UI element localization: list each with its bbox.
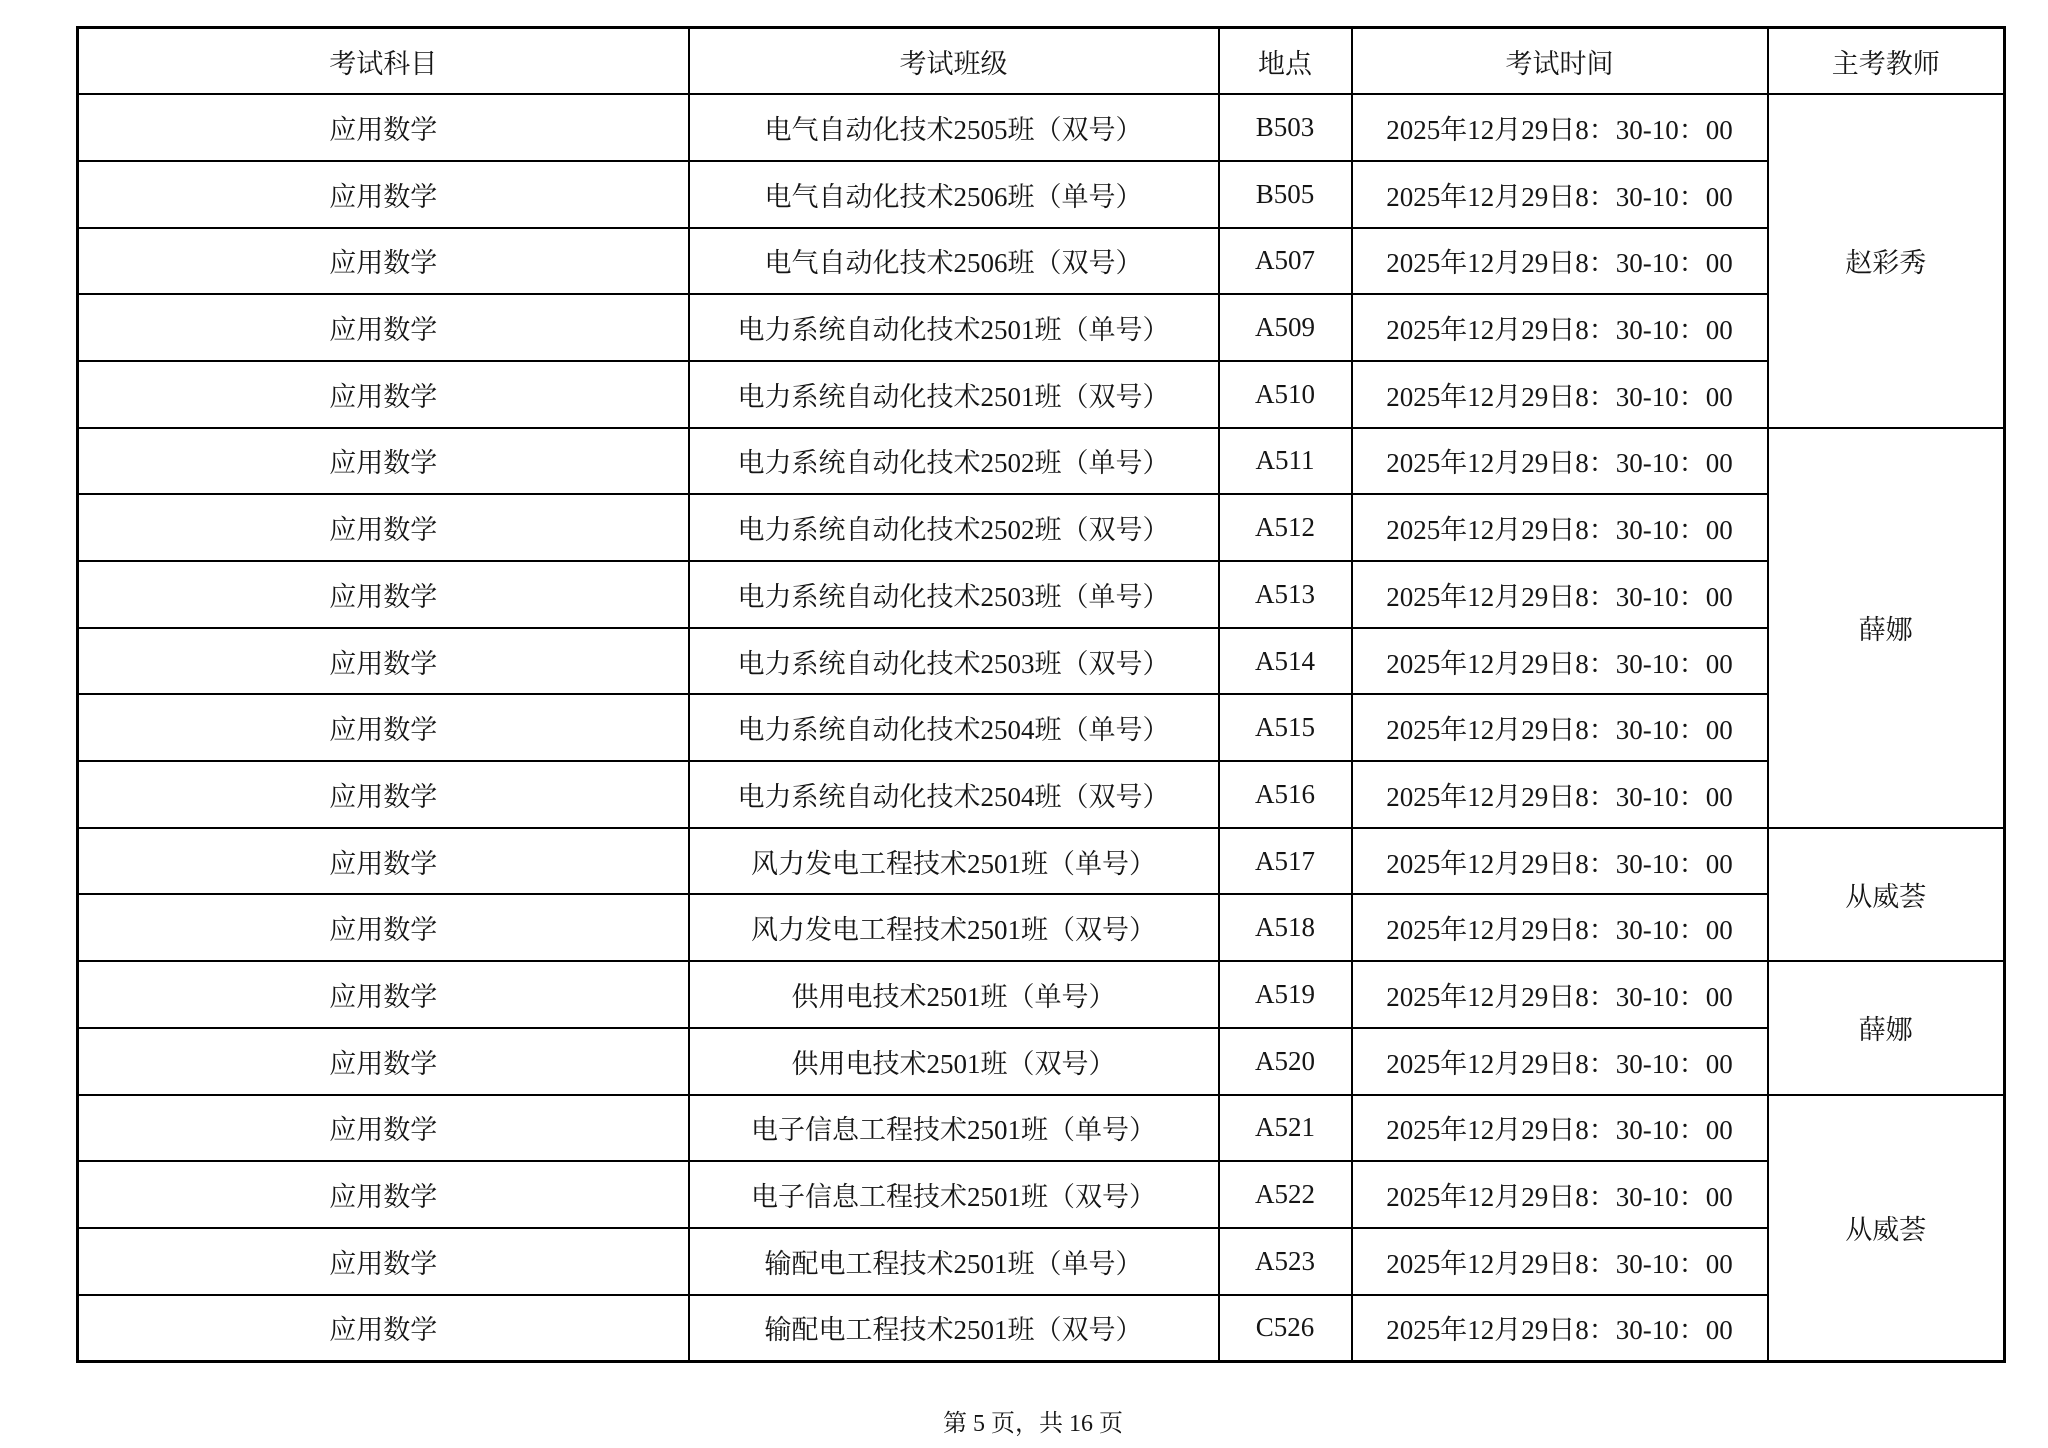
class-cell: 电气自动化技术2506班（双号） — [689, 228, 1219, 295]
subject-cell: 应用数学 — [78, 828, 689, 895]
subject-cell: 应用数学 — [78, 628, 689, 695]
time-cell: 2025年12月29日8：30-10：00 — [1352, 294, 1768, 361]
class-cell: 电力系统自动化技术2501班（单号） — [689, 294, 1219, 361]
subject-cell: 应用数学 — [78, 1161, 689, 1228]
subject-cell: 应用数学 — [78, 561, 689, 628]
time-cell: 2025年12月29日8：30-10：00 — [1352, 1295, 1768, 1362]
location-cell: A510 — [1219, 361, 1352, 428]
time-cell: 2025年12月29日8：30-10：00 — [1352, 361, 1768, 428]
location-cell: A512 — [1219, 494, 1352, 561]
subject-cell: 应用数学 — [78, 94, 689, 161]
class-cell: 输配电工程技术2501班（单号） — [689, 1228, 1219, 1295]
location-cell: A515 — [1219, 694, 1352, 761]
time-cell: 2025年12月29日8：30-10：00 — [1352, 1228, 1768, 1295]
location-cell: A519 — [1219, 961, 1352, 1028]
table-row — [78, 161, 2005, 228]
class-cell: 电力系统自动化技术2502班（双号） — [689, 494, 1219, 561]
subject-cell: 应用数学 — [78, 428, 689, 495]
table-row — [78, 894, 2005, 961]
location-cell: A523 — [1219, 1228, 1352, 1295]
exam-schedule-table — [76, 26, 2006, 1363]
header-class: 考试班级 — [689, 28, 1219, 95]
table-row — [78, 828, 2005, 895]
time-cell: 2025年12月29日8：30-10：00 — [1352, 1095, 1768, 1162]
location-cell: A514 — [1219, 628, 1352, 695]
header-location: 地点 — [1219, 28, 1352, 95]
class-cell: 电力系统自动化技术2501班（双号） — [689, 361, 1219, 428]
time-cell: 2025年12月29日8：30-10：00 — [1352, 94, 1768, 161]
header-time: 考试时间 — [1352, 28, 1768, 95]
subject-cell: 应用数学 — [78, 1095, 689, 1162]
table-row — [78, 694, 2005, 761]
table-row — [78, 428, 2005, 495]
subject-cell: 应用数学 — [78, 161, 689, 228]
class-cell: 输配电工程技术2501班（双号） — [689, 1295, 1219, 1362]
table-row — [78, 1161, 2005, 1228]
location-cell: A518 — [1219, 894, 1352, 961]
table-row — [78, 1095, 2005, 1162]
time-cell: 2025年12月29日8：30-10：00 — [1352, 828, 1768, 895]
time-cell: 2025年12月29日8：30-10：00 — [1352, 761, 1768, 828]
class-cell: 电力系统自动化技术2504班（双号） — [689, 761, 1219, 828]
class-cell: 电气自动化技术2505班（双号） — [689, 94, 1219, 161]
table-row — [78, 761, 2005, 828]
location-cell: B505 — [1219, 161, 1352, 228]
time-cell: 2025年12月29日8：30-10：00 — [1352, 1161, 1768, 1228]
location-cell: A509 — [1219, 294, 1352, 361]
table-row — [78, 1028, 2005, 1095]
class-cell: 供用电技术2501班（双号） — [689, 1028, 1219, 1095]
time-cell: 2025年12月29日8：30-10：00 — [1352, 894, 1768, 961]
location-cell: C526 — [1219, 1295, 1352, 1362]
examiner-cell: 薛娜 — [1768, 428, 2005, 828]
table-row — [78, 1295, 2005, 1362]
examiner-cell: 从威荟 — [1768, 828, 2005, 961]
class-cell: 电子信息工程技术2501班（单号） — [689, 1095, 1219, 1162]
class-cell: 电力系统自动化技术2502班（单号） — [689, 428, 1219, 495]
location-cell: A516 — [1219, 761, 1352, 828]
table-row — [78, 961, 2005, 1028]
page-number-footer: 第 5 页，共 16 页 — [943, 1411, 1123, 1437]
subject-cell: 应用数学 — [78, 1295, 689, 1362]
class-cell: 供用电技术2501班（单号） — [689, 961, 1219, 1028]
table-row — [78, 628, 2005, 695]
table-header-row — [78, 28, 2005, 95]
class-cell: 风力发电工程技术2501班（单号） — [689, 828, 1219, 895]
time-cell: 2025年12月29日8：30-10：00 — [1352, 1028, 1768, 1095]
location-cell: A511 — [1219, 428, 1352, 495]
class-cell: 电气自动化技术2506班（单号） — [689, 161, 1219, 228]
location-cell: A520 — [1219, 1028, 1352, 1095]
time-cell: 2025年12月29日8：30-10：00 — [1352, 228, 1768, 295]
table-row — [78, 561, 2005, 628]
table-row — [78, 94, 2005, 161]
subject-cell: 应用数学 — [78, 894, 689, 961]
subject-cell: 应用数学 — [78, 494, 689, 561]
location-cell: B503 — [1219, 94, 1352, 161]
time-cell: 2025年12月29日8：30-10：00 — [1352, 428, 1768, 495]
header-subject: 考试科目 — [78, 28, 689, 95]
class-cell: 电力系统自动化技术2503班（双号） — [689, 628, 1219, 695]
time-cell: 2025年12月29日8：30-10：00 — [1352, 561, 1768, 628]
class-cell: 电力系统自动化技术2503班（单号） — [689, 561, 1219, 628]
subject-cell: 应用数学 — [78, 761, 689, 828]
class-cell: 电力系统自动化技术2504班（单号） — [689, 694, 1219, 761]
class-cell: 风力发电工程技术2501班（双号） — [689, 894, 1219, 961]
time-cell: 2025年12月29日8：30-10：00 — [1352, 494, 1768, 561]
examiner-cell: 薛娜 — [1768, 961, 2005, 1094]
location-cell: A517 — [1219, 828, 1352, 895]
subject-cell: 应用数学 — [78, 228, 689, 295]
time-cell: 2025年12月29日8：30-10：00 — [1352, 694, 1768, 761]
location-cell: A522 — [1219, 1161, 1352, 1228]
header-examiner: 主考教师 — [1768, 28, 2005, 95]
table-row — [78, 1228, 2005, 1295]
subject-cell: 应用数学 — [78, 294, 689, 361]
subject-cell: 应用数学 — [78, 361, 689, 428]
location-cell: A507 — [1219, 228, 1352, 295]
subject-cell: 应用数学 — [78, 1228, 689, 1295]
subject-cell: 应用数学 — [78, 961, 689, 1028]
table-row — [78, 361, 2005, 428]
time-cell: 2025年12月29日8：30-10：00 — [1352, 628, 1768, 695]
table-row — [78, 494, 2005, 561]
location-cell: A521 — [1219, 1095, 1352, 1162]
examiner-cell: 赵彩秀 — [1768, 94, 2005, 427]
table-row — [78, 228, 2005, 295]
location-cell: A513 — [1219, 561, 1352, 628]
subject-cell: 应用数学 — [78, 694, 689, 761]
time-cell: 2025年12月29日8：30-10：00 — [1352, 161, 1768, 228]
time-cell: 2025年12月29日8：30-10：00 — [1352, 961, 1768, 1028]
examiner-cell: 从威荟 — [1768, 1095, 2005, 1362]
subject-cell: 应用数学 — [78, 1028, 689, 1095]
class-cell: 电子信息工程技术2501班（双号） — [689, 1161, 1219, 1228]
table-row — [78, 294, 2005, 361]
